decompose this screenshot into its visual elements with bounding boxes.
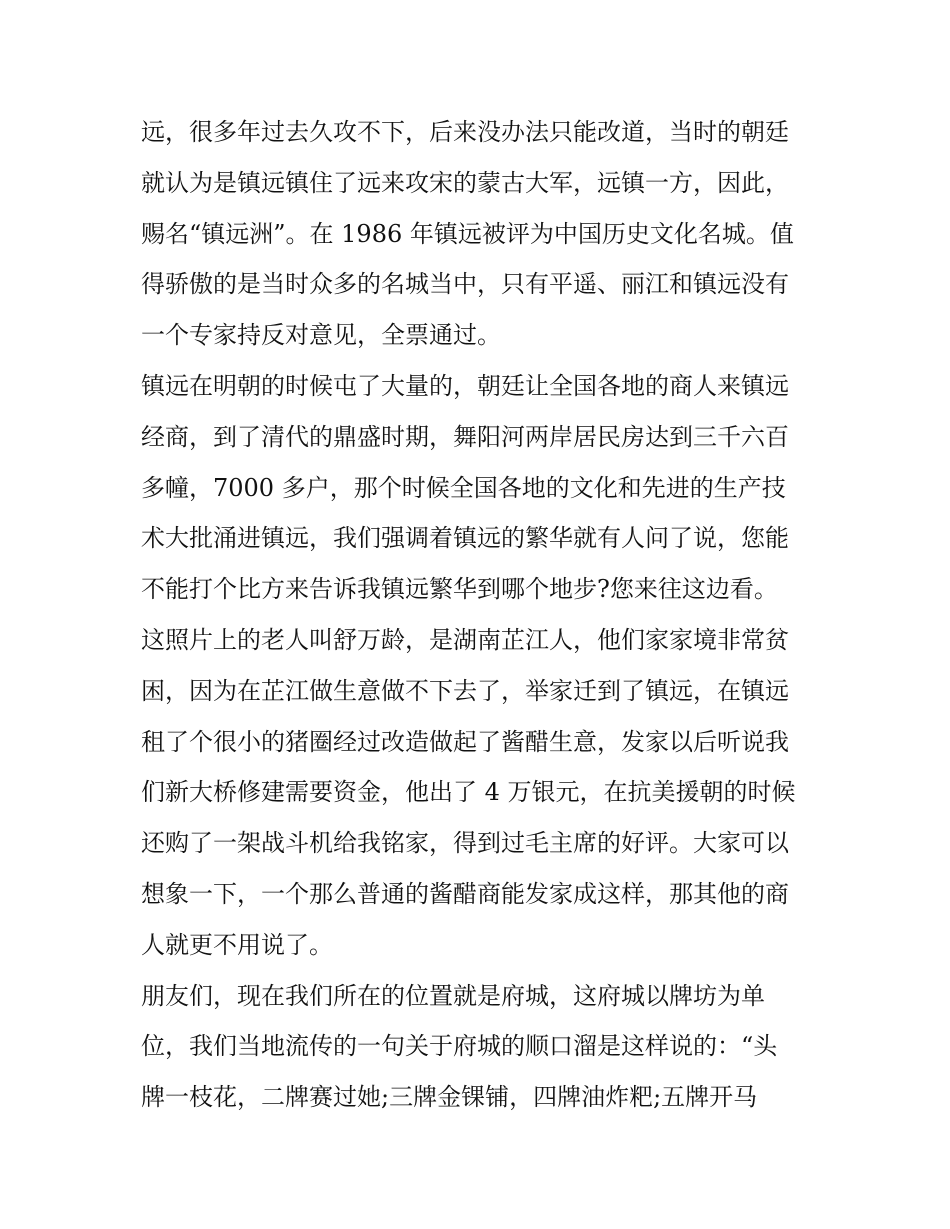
text-line: 租了个很小的猪圈经过改造做起了酱醋生意，发家以后听说我 — [141, 727, 789, 756]
text-line: 远，很多年过去久攻不下，后来没办法只能改道，当时的朝廷 — [141, 118, 789, 146]
text-line: 就认为是镇远镇住了远来攻宋的蒙古大军，远镇一方，因此， — [141, 168, 789, 197]
text-line: 得骄傲的是当时众多的名城当中，只有平遥、丽江和镇远没有 — [141, 270, 789, 299]
text-line: 不能打个比方来告诉我镇远繁华到哪个地步?您来往这边看。 — [141, 575, 778, 604]
text-line: 这照片上的老人叫舒万龄，是湖南芷江人，他们家家境非常贫 — [141, 625, 789, 654]
text-line: 困，因为在芷江做生意做不下去了，举家迁到了镇远，在镇远 — [141, 676, 789, 705]
text-line: 多幢，7000 多户，那个时候全国各地的文化和先进的生产技 — [141, 473, 786, 502]
text-line: 牌一枝花，二牌赛过她;三牌金锞铺，四牌油炸粑;五牌开马 — [141, 1083, 758, 1112]
text-line: 位，我们当地流传的一句关于府城的顺口溜是这样说的：“头 — [141, 1032, 778, 1061]
text-line: 一个专家持反对意见，全票通过。 — [141, 321, 501, 350]
text-line: 们新大桥修建需要资金，他出了 4 万银元，在抗美援朝的时候 — [141, 778, 796, 807]
text-line: 镇远在明朝的时候屯了大量的，朝廷让全国各地的商人来镇远 — [141, 371, 789, 400]
text-line: 赐名“镇远洲”。在 1986 年镇远被评为中国历史文化名城。值 — [141, 219, 794, 248]
text-line: 想象一下，一个那么普通的酱醋商能发家成这样，那其他的商 — [141, 879, 789, 908]
text-line: 人就更不用说了。 — [141, 930, 333, 959]
text-line: 还购了一架战斗机给我铭家，得到过毛主席的好评。大家可以 — [141, 829, 789, 858]
text-line: 经商，到了清代的鼎盛时期，舞阳河两岸居民房达到三千六百 — [141, 422, 789, 451]
text-line: 术大批涌进镇远，我们强调着镇远的繁华就有人问了说，您能 — [141, 524, 789, 553]
text-line: 朋友们，现在我们所在的位置就是府城，这府城以牌坊为单 — [141, 981, 765, 1010]
document-body — [141, 107, 821, 1123]
